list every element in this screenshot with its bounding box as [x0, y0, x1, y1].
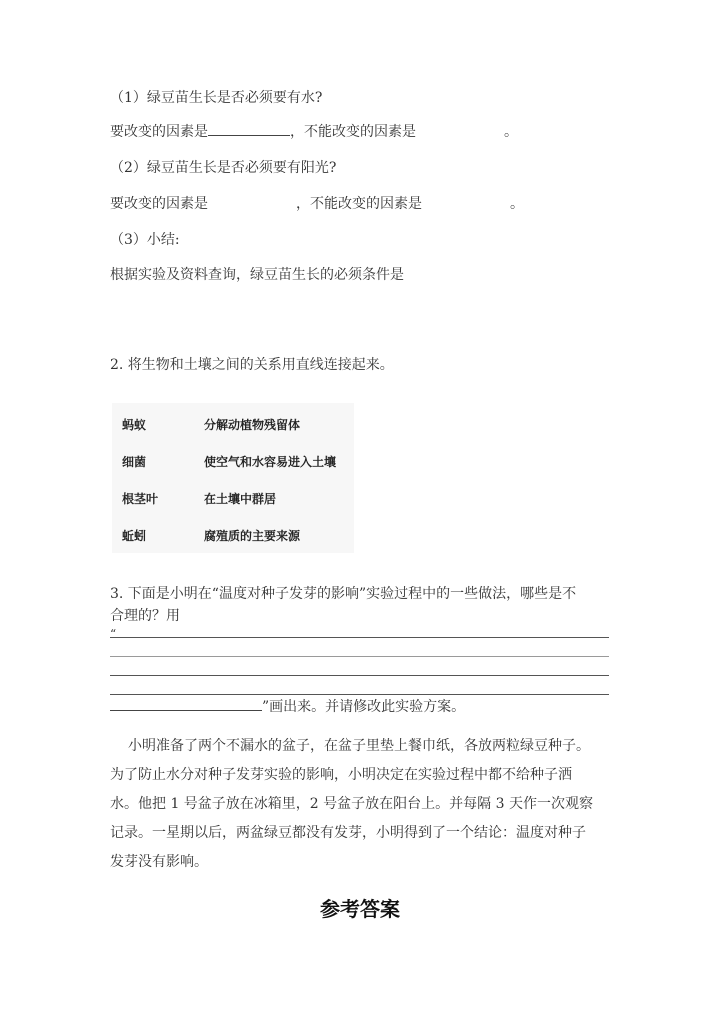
- paragraph-line: 记录。一星期以后，两盆绿豆都没有发芽，小明得到了一个结论：温度对种子: [110, 825, 586, 841]
- q1-sub3-title: （3）小结:: [110, 232, 180, 248]
- right-item[interactable]: 在土壤中群居: [204, 492, 277, 506]
- answer-line-1[interactable]: [110, 637, 609, 638]
- q1-sub1-blank-b[interactable]: [416, 135, 504, 136]
- q1-sub1-label-a: 要改变的因素是: [110, 124, 208, 140]
- paragraph-line: 水。他把 1 号盆子放在冰箱里，2 号盆子放在阳台上。并每隔 3 天作一次观察: [110, 796, 593, 812]
- left-item[interactable]: 根茎叶: [122, 492, 159, 506]
- q1-sub1-title: （1）绿豆苗生长是否必须要有水?: [110, 90, 323, 106]
- right-item[interactable]: 分解动植物残留体: [204, 418, 301, 432]
- q1-sub2-label-a: 要改变的因素是: [110, 196, 208, 212]
- q1-sub2-answer-line: [110, 194, 524, 214]
- q3-title-line2: 合理的？用: [110, 608, 180, 624]
- answer-line-3[interactable]: [110, 675, 609, 676]
- left-item[interactable]: 细菌: [122, 455, 147, 469]
- paragraph-line: 为了防止水分对种子发芽实验的影响，小明决定在实验过程中都不给种子洒: [110, 767, 572, 783]
- answer-line-2[interactable]: [110, 656, 609, 657]
- paragraph-line: 发芽没有影响。: [110, 854, 208, 870]
- q1-sub1-end: 。: [504, 124, 518, 140]
- q1-sub2-blank-a[interactable]: [208, 207, 296, 208]
- left-item[interactable]: 蚂蚁: [122, 418, 147, 432]
- q3-open-quote: “: [110, 627, 117, 641]
- q2-title: 2. 将生物和土壤之间的关系用直线连接起来。: [110, 357, 394, 373]
- q3-title-line1: 3. 下面是小明在“温度对种子发芽的影响”实验过程中的一些做法，哪些是不: [110, 586, 577, 602]
- q3-closing-line: [110, 697, 465, 717]
- answer-section-title: 参考答案: [320, 897, 400, 921]
- q1-sub2-end: 。: [510, 196, 524, 212]
- q1-sub3-text: 根据实验及资料查询，绿豆苗生长的必须条件是: [110, 267, 404, 283]
- right-item[interactable]: 腐殖质的主要来源: [204, 529, 301, 543]
- q3-close-text: ”画出来。并请修改此实验方案。: [262, 699, 466, 715]
- q1-sub1-answer-line: [110, 122, 518, 142]
- q1-sub1-label-b: ，不能改变的因素是: [290, 124, 416, 140]
- q3-paragraph: [110, 732, 610, 877]
- q1-sub1-blank-a[interactable]: [208, 135, 290, 136]
- q1-sub2-blank-b[interactable]: [422, 207, 510, 208]
- q1-sub2-title: （2）绿豆苗生长是否必须要有阳光?: [110, 160, 337, 176]
- paragraph-line: 小明准备了两个不漏水的盆子，在盆子里垫上餐巾纸，各放两粒绿豆种子。: [128, 738, 590, 754]
- right-item[interactable]: 使空气和水容易进入土壤: [204, 455, 337, 469]
- q3-final-blank[interactable]: [110, 710, 262, 711]
- matching-table-image: [112, 403, 354, 553]
- q1-sub2-label-b: ，不能改变的因素是: [296, 196, 422, 212]
- left-item[interactable]: 蚯蚓: [122, 529, 147, 543]
- answer-line-4[interactable]: [110, 694, 609, 695]
